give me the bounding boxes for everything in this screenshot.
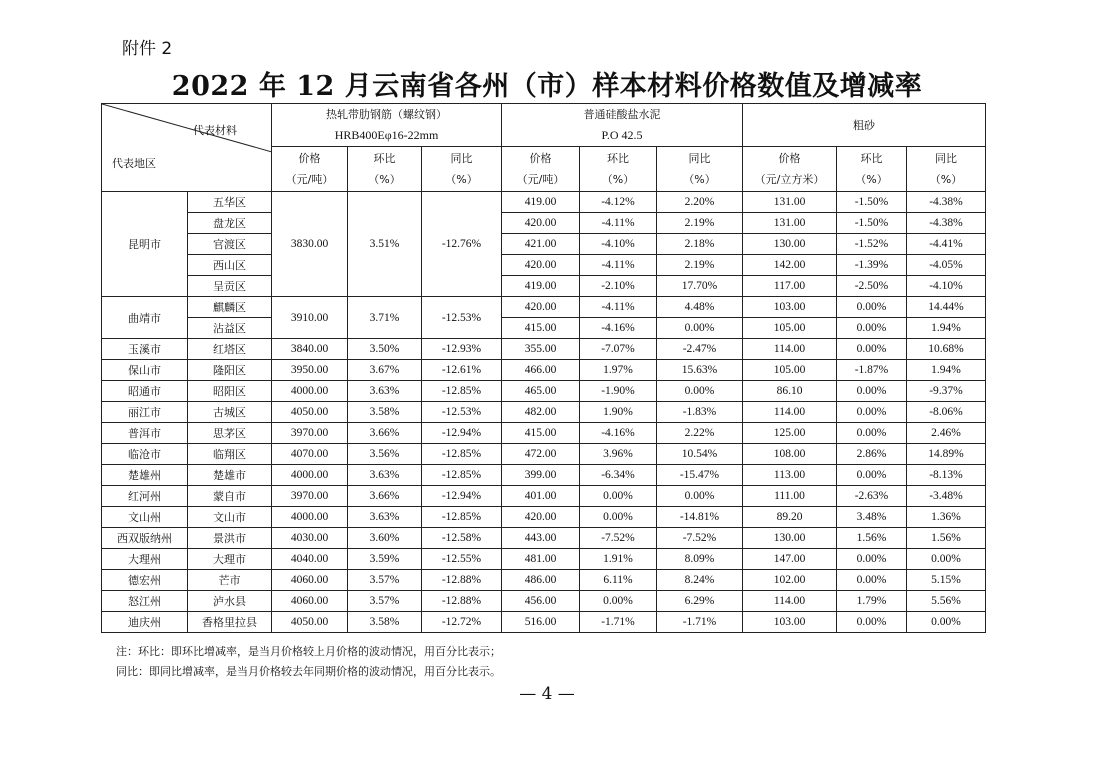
city-cell: 迪庆州 bbox=[102, 612, 188, 633]
cement-yoy-cell: -7.52% bbox=[657, 528, 743, 549]
district-cell: 麒麟区 bbox=[188, 297, 272, 318]
sand-yoy-cell: 0.00% bbox=[907, 549, 986, 570]
city-cell: 大理州 bbox=[102, 549, 188, 570]
cement-mom-cell: -4.16% bbox=[580, 423, 657, 444]
cement-yoy-cell: 4.48% bbox=[657, 297, 743, 318]
district-cell: 楚雄市 bbox=[188, 465, 272, 486]
steel-yoy-cell: -12.94% bbox=[422, 423, 502, 444]
table-row bbox=[102, 297, 986, 318]
steel-yoy-cell: -12.53% bbox=[422, 297, 502, 339]
cement-yoy-cell: 17.70% bbox=[657, 276, 743, 297]
table-row bbox=[102, 591, 986, 612]
sand-price-cell: 147.00 bbox=[743, 549, 837, 570]
sand-mom-cell: 0.00% bbox=[837, 318, 907, 339]
page-number: — 4 — bbox=[519, 684, 575, 704]
table-row bbox=[102, 234, 986, 255]
header-sand bbox=[743, 104, 986, 147]
sand-price-cell: 108.00 bbox=[743, 444, 837, 465]
col-sand-mom: 环比 （%） bbox=[837, 147, 907, 192]
sand-mom-cell: 1.79% bbox=[837, 591, 907, 612]
sand-price-cell: 103.00 bbox=[743, 612, 837, 633]
cement-mom-cell: 1.97% bbox=[580, 360, 657, 381]
cement-price-cell: 420.00 bbox=[502, 507, 580, 528]
steel-price-cell: 4040.00 bbox=[272, 549, 348, 570]
steel-mom-cell: 3.50% bbox=[348, 339, 422, 360]
sand-price-cell: 105.00 bbox=[743, 360, 837, 381]
cement-price-cell: 421.00 bbox=[502, 234, 580, 255]
cement-price-cell: 420.00 bbox=[502, 213, 580, 234]
sand-yoy-cell: 14.89% bbox=[907, 444, 986, 465]
col-sand-yoy: 同比 （%） bbox=[907, 147, 986, 192]
table-row bbox=[102, 465, 986, 486]
city-cell: 普洱市 bbox=[102, 423, 188, 444]
city-cell: 西双版纳州 bbox=[102, 528, 188, 549]
district-cell: 香格里拉县 bbox=[188, 612, 272, 633]
table-row bbox=[102, 360, 986, 381]
corner-material-label: 代表材料 bbox=[193, 124, 237, 137]
cement-yoy-cell: 2.22% bbox=[657, 423, 743, 444]
sand-yoy-cell: 1.94% bbox=[907, 360, 986, 381]
sand-yoy-cell: -4.38% bbox=[907, 192, 986, 213]
sand-price-cell: 114.00 bbox=[743, 339, 837, 360]
sand-yoy-cell: 5.56% bbox=[907, 591, 986, 612]
note-yoy: 同比：即同比增减率，是当月价格较去年同期价格的波动情况，用百分比表示。 bbox=[116, 665, 501, 678]
attachment-label: 附件 2 bbox=[122, 39, 173, 59]
note-mom: 注：环比：即环比增减率，是当月价格较上月价格的波动情况，用百分比表示； bbox=[116, 645, 501, 658]
steel-yoy-cell: -12.85% bbox=[422, 507, 502, 528]
steel-yoy-cell: -12.88% bbox=[422, 570, 502, 591]
corner-diagonal bbox=[102, 104, 272, 188]
steel-price-cell: 4060.00 bbox=[272, 591, 348, 612]
sand-mom-cell: -1.52% bbox=[837, 234, 907, 255]
steel-mom-cell: 3.58% bbox=[348, 612, 422, 633]
col-steel-yoy: 同比 （%） bbox=[422, 147, 502, 192]
steel-price-cell: 4030.00 bbox=[272, 528, 348, 549]
sand-price-cell: 131.00 bbox=[743, 192, 837, 213]
table-row bbox=[102, 213, 986, 234]
city-cell: 临沧市 bbox=[102, 444, 188, 465]
col-steel-mom: 环比 （%） bbox=[348, 147, 422, 192]
cement-mom-cell: -4.11% bbox=[580, 255, 657, 276]
col-steel-price: 价格 （元/吨） bbox=[272, 147, 348, 192]
steel-price-cell: 4050.00 bbox=[272, 612, 348, 633]
sand-yoy-cell: 2.46% bbox=[907, 423, 986, 444]
steel-price-cell: 3910.00 bbox=[272, 297, 348, 339]
cement-name: 普通硅酸盐水泥 bbox=[583, 108, 661, 121]
steel-price-cell: 3970.00 bbox=[272, 486, 348, 507]
header-corner bbox=[102, 104, 272, 192]
col-cement-yoy: 同比 （%） bbox=[657, 147, 743, 192]
cement-yoy-cell: 0.00% bbox=[657, 318, 743, 339]
steel-spec: HRB400Eφ16-22mm bbox=[334, 128, 439, 142]
cement-mom-cell: 6.11% bbox=[580, 570, 657, 591]
cement-price-cell: 456.00 bbox=[502, 591, 580, 612]
cement-mom-cell: 1.90% bbox=[580, 402, 657, 423]
table-row bbox=[102, 192, 986, 213]
district-cell: 景洪市 bbox=[188, 528, 272, 549]
cement-mom-cell: -6.34% bbox=[580, 465, 657, 486]
cement-price-cell: 420.00 bbox=[502, 297, 580, 318]
steel-yoy-cell: -12.85% bbox=[422, 444, 502, 465]
district-cell: 西山区 bbox=[188, 255, 272, 276]
cement-price-cell: 415.00 bbox=[502, 318, 580, 339]
city-cell: 昆明市 bbox=[102, 192, 188, 297]
steel-price-cell: 4050.00 bbox=[272, 402, 348, 423]
table-row bbox=[102, 549, 986, 570]
sand-mom-cell: -1.87% bbox=[837, 360, 907, 381]
cement-mom-cell: -4.11% bbox=[580, 213, 657, 234]
sand-yoy-cell: -8.06% bbox=[907, 402, 986, 423]
steel-mom-cell: 3.57% bbox=[348, 591, 422, 612]
table-row bbox=[102, 486, 986, 507]
district-cell: 文山市 bbox=[188, 507, 272, 528]
sand-yoy-cell: 0.00% bbox=[907, 612, 986, 633]
table-row bbox=[102, 339, 986, 360]
steel-price-cell: 4060.00 bbox=[272, 570, 348, 591]
cement-yoy-cell: 8.09% bbox=[657, 549, 743, 570]
steel-yoy-cell: -12.85% bbox=[422, 381, 502, 402]
steel-mom-cell: 3.66% bbox=[348, 486, 422, 507]
cement-yoy-cell: 0.00% bbox=[657, 486, 743, 507]
district-cell: 隆阳区 bbox=[188, 360, 272, 381]
sand-mom-cell: -1.50% bbox=[837, 213, 907, 234]
sand-price-cell: 86.10 bbox=[743, 381, 837, 402]
cement-yoy-cell: -1.71% bbox=[657, 612, 743, 633]
steel-yoy-cell: -12.85% bbox=[422, 465, 502, 486]
cement-price-cell: 472.00 bbox=[502, 444, 580, 465]
cement-price-cell: 516.00 bbox=[502, 612, 580, 633]
district-cell: 古城区 bbox=[188, 402, 272, 423]
sand-price-cell: 130.00 bbox=[743, 234, 837, 255]
district-cell: 芒市 bbox=[188, 570, 272, 591]
sand-yoy-cell: -4.38% bbox=[907, 213, 986, 234]
steel-mom-cell: 3.59% bbox=[348, 549, 422, 570]
steel-mom-cell: 3.56% bbox=[348, 444, 422, 465]
sand-mom-cell: 0.00% bbox=[837, 339, 907, 360]
cement-yoy-cell: -2.47% bbox=[657, 339, 743, 360]
district-cell: 泸水县 bbox=[188, 591, 272, 612]
sand-yoy-cell: -4.41% bbox=[907, 234, 986, 255]
sand-yoy-cell: -4.10% bbox=[907, 276, 986, 297]
cement-price-cell: 443.00 bbox=[502, 528, 580, 549]
steel-yoy-cell: -12.72% bbox=[422, 612, 502, 633]
district-cell: 官渡区 bbox=[188, 234, 272, 255]
cement-mom-cell: -1.71% bbox=[580, 612, 657, 633]
cement-price-cell: 481.00 bbox=[502, 549, 580, 570]
district-cell: 蒙自市 bbox=[188, 486, 272, 507]
cement-mom-cell: 3.96% bbox=[580, 444, 657, 465]
cement-yoy-cell: 2.19% bbox=[657, 213, 743, 234]
district-cell: 五华区 bbox=[188, 192, 272, 213]
steel-name: 热轧带肋钢筋（螺纹钢） bbox=[326, 108, 447, 121]
cement-mom-cell: -2.10% bbox=[580, 276, 657, 297]
sand-yoy-cell: 1.94% bbox=[907, 318, 986, 339]
city-cell: 红河州 bbox=[102, 486, 188, 507]
cement-yoy-cell: 15.63% bbox=[657, 360, 743, 381]
steel-mom-cell: 3.71% bbox=[348, 297, 422, 339]
table-row bbox=[102, 570, 986, 591]
city-cell: 文山州 bbox=[102, 507, 188, 528]
district-cell: 红塔区 bbox=[188, 339, 272, 360]
steel-mom-cell: 3.67% bbox=[348, 360, 422, 381]
city-cell: 保山市 bbox=[102, 360, 188, 381]
steel-yoy-cell: -12.76% bbox=[422, 192, 502, 297]
col-cement-mom: 环比 （%） bbox=[580, 147, 657, 192]
sand-mom-cell: 0.00% bbox=[837, 381, 907, 402]
steel-price-cell: 4000.00 bbox=[272, 465, 348, 486]
sand-mom-cell: 2.86% bbox=[837, 444, 907, 465]
price-table bbox=[101, 103, 986, 633]
steel-mom-cell: 3.63% bbox=[348, 381, 422, 402]
cement-yoy-cell: 10.54% bbox=[657, 444, 743, 465]
cement-price-cell: 419.00 bbox=[502, 192, 580, 213]
sand-mom-cell: 0.00% bbox=[837, 423, 907, 444]
city-cell: 丽江市 bbox=[102, 402, 188, 423]
sand-price-cell: 111.00 bbox=[743, 486, 837, 507]
city-cell: 怒江州 bbox=[102, 591, 188, 612]
sand-price-cell: 114.00 bbox=[743, 591, 837, 612]
sand-mom-cell: 3.48% bbox=[837, 507, 907, 528]
sand-yoy-cell: -4.05% bbox=[907, 255, 986, 276]
sand-mom-cell: 0.00% bbox=[837, 402, 907, 423]
cement-mom-cell: 0.00% bbox=[580, 507, 657, 528]
table-row bbox=[102, 507, 986, 528]
steel-yoy-cell: -12.61% bbox=[422, 360, 502, 381]
sand-mom-cell: -1.39% bbox=[837, 255, 907, 276]
steel-mom-cell: 3.66% bbox=[348, 423, 422, 444]
cement-mom-cell: -4.11% bbox=[580, 297, 657, 318]
cement-yoy-cell: 6.29% bbox=[657, 591, 743, 612]
steel-price-cell: 3840.00 bbox=[272, 339, 348, 360]
cement-yoy-cell: 0.00% bbox=[657, 381, 743, 402]
cement-spec: P.O 42.5 bbox=[601, 128, 643, 142]
cement-mom-cell: 0.00% bbox=[580, 486, 657, 507]
notes bbox=[116, 642, 501, 682]
city-cell: 昭通市 bbox=[102, 381, 188, 402]
steel-price-cell: 3830.00 bbox=[272, 192, 348, 297]
city-cell: 曲靖市 bbox=[102, 297, 188, 339]
steel-yoy-cell: -12.58% bbox=[422, 528, 502, 549]
district-cell: 沾益区 bbox=[188, 318, 272, 339]
steel-yoy-cell: -12.94% bbox=[422, 486, 502, 507]
steel-mom-cell: 3.60% bbox=[348, 528, 422, 549]
sand-mom-cell: 0.00% bbox=[837, 465, 907, 486]
sand-mom-cell: 0.00% bbox=[837, 612, 907, 633]
sand-price-cell: 102.00 bbox=[743, 570, 837, 591]
steel-yoy-cell: -12.93% bbox=[422, 339, 502, 360]
cement-yoy-cell: 2.20% bbox=[657, 192, 743, 213]
sand-mom-cell: -2.50% bbox=[837, 276, 907, 297]
sand-mom-cell: 0.00% bbox=[837, 549, 907, 570]
sand-name: 粗砂 bbox=[853, 119, 875, 132]
sand-price-cell: 117.00 bbox=[743, 276, 837, 297]
cement-yoy-cell: -15.47% bbox=[657, 465, 743, 486]
page-title: 2022 年 12 月云南省各州（市）样本材料价格数值及增减率 bbox=[171, 71, 923, 102]
cement-yoy-cell: 2.18% bbox=[657, 234, 743, 255]
sand-price-cell: 125.00 bbox=[743, 423, 837, 444]
table-row bbox=[102, 612, 986, 633]
cement-price-cell: 399.00 bbox=[502, 465, 580, 486]
steel-yoy-cell: -12.88% bbox=[422, 591, 502, 612]
district-cell: 呈贡区 bbox=[188, 276, 272, 297]
sand-yoy-cell: 5.15% bbox=[907, 570, 986, 591]
sand-mom-cell: 0.00% bbox=[837, 570, 907, 591]
cement-yoy-cell: 2.19% bbox=[657, 255, 743, 276]
sand-mom-cell: 1.56% bbox=[837, 528, 907, 549]
sand-price-cell: 114.00 bbox=[743, 402, 837, 423]
steel-yoy-cell: -12.55% bbox=[422, 549, 502, 570]
sand-yoy-cell: -8.13% bbox=[907, 465, 986, 486]
steel-mom-cell: 3.63% bbox=[348, 507, 422, 528]
table-row bbox=[102, 423, 986, 444]
cement-mom-cell: -4.12% bbox=[580, 192, 657, 213]
sand-yoy-cell: 1.56% bbox=[907, 528, 986, 549]
cement-price-cell: 401.00 bbox=[502, 486, 580, 507]
steel-price-cell: 4000.00 bbox=[272, 381, 348, 402]
table-row bbox=[102, 381, 986, 402]
cement-yoy-cell: -14.81% bbox=[657, 507, 743, 528]
cement-mom-cell: -7.52% bbox=[580, 528, 657, 549]
sand-mom-cell: -2.63% bbox=[837, 486, 907, 507]
steel-price-cell: 3970.00 bbox=[272, 423, 348, 444]
table-row bbox=[102, 402, 986, 423]
table-row bbox=[102, 318, 986, 339]
steel-mom-cell: 3.63% bbox=[348, 465, 422, 486]
sand-price-cell: 130.00 bbox=[743, 528, 837, 549]
steel-price-cell: 3950.00 bbox=[272, 360, 348, 381]
steel-yoy-cell: -12.53% bbox=[422, 402, 502, 423]
sand-yoy-cell: -9.37% bbox=[907, 381, 986, 402]
header-cement bbox=[502, 104, 743, 147]
cement-mom-cell: -7.07% bbox=[580, 339, 657, 360]
city-cell: 楚雄州 bbox=[102, 465, 188, 486]
cement-mom-cell: 0.00% bbox=[580, 591, 657, 612]
header-steel bbox=[272, 104, 502, 147]
district-cell: 昭阳区 bbox=[188, 381, 272, 402]
cement-price-cell: 419.00 bbox=[502, 276, 580, 297]
sand-yoy-cell: 14.44% bbox=[907, 297, 986, 318]
sand-yoy-cell: 10.68% bbox=[907, 339, 986, 360]
sand-mom-cell: -1.50% bbox=[837, 192, 907, 213]
sand-price-cell: 89.20 bbox=[743, 507, 837, 528]
cement-price-cell: 465.00 bbox=[502, 381, 580, 402]
corner-region-label: 代表地区 bbox=[112, 157, 156, 170]
city-cell: 德宏州 bbox=[102, 570, 188, 591]
sand-price-cell: 131.00 bbox=[743, 213, 837, 234]
district-cell: 大理市 bbox=[188, 549, 272, 570]
sand-yoy-cell: 1.36% bbox=[907, 507, 986, 528]
district-cell: 临翔区 bbox=[188, 444, 272, 465]
cement-mom-cell: -1.90% bbox=[580, 381, 657, 402]
city-cell: 玉溪市 bbox=[102, 339, 188, 360]
cement-yoy-cell: -1.83% bbox=[657, 402, 743, 423]
col-cement-price: 价格 （元/吨） bbox=[502, 147, 580, 192]
table-row bbox=[102, 444, 986, 465]
cement-price-cell: 415.00 bbox=[502, 423, 580, 444]
cement-yoy-cell: 8.24% bbox=[657, 570, 743, 591]
sand-price-cell: 113.00 bbox=[743, 465, 837, 486]
cement-mom-cell: 1.91% bbox=[580, 549, 657, 570]
table-row bbox=[102, 528, 986, 549]
table-row bbox=[102, 255, 986, 276]
cement-mom-cell: -4.10% bbox=[580, 234, 657, 255]
steel-mom-cell: 3.51% bbox=[348, 192, 422, 297]
steel-price-cell: 4070.00 bbox=[272, 444, 348, 465]
sand-price-cell: 142.00 bbox=[743, 255, 837, 276]
cement-price-cell: 486.00 bbox=[502, 570, 580, 591]
cement-price-cell: 466.00 bbox=[502, 360, 580, 381]
sand-price-cell: 103.00 bbox=[743, 297, 837, 318]
steel-mom-cell: 3.58% bbox=[348, 402, 422, 423]
cement-price-cell: 355.00 bbox=[502, 339, 580, 360]
sand-yoy-cell: -3.48% bbox=[907, 486, 986, 507]
district-cell: 思茅区 bbox=[188, 423, 272, 444]
district-cell: 盘龙区 bbox=[188, 213, 272, 234]
sand-price-cell: 105.00 bbox=[743, 318, 837, 339]
steel-price-cell: 4000.00 bbox=[272, 507, 348, 528]
col-sand-price: 价格 （元/立方米） bbox=[743, 147, 837, 192]
cement-price-cell: 420.00 bbox=[502, 255, 580, 276]
cement-mom-cell: -4.16% bbox=[580, 318, 657, 339]
table-row bbox=[102, 276, 986, 297]
sand-mom-cell: 0.00% bbox=[837, 297, 907, 318]
steel-mom-cell: 3.57% bbox=[348, 570, 422, 591]
cement-price-cell: 482.00 bbox=[502, 402, 580, 423]
